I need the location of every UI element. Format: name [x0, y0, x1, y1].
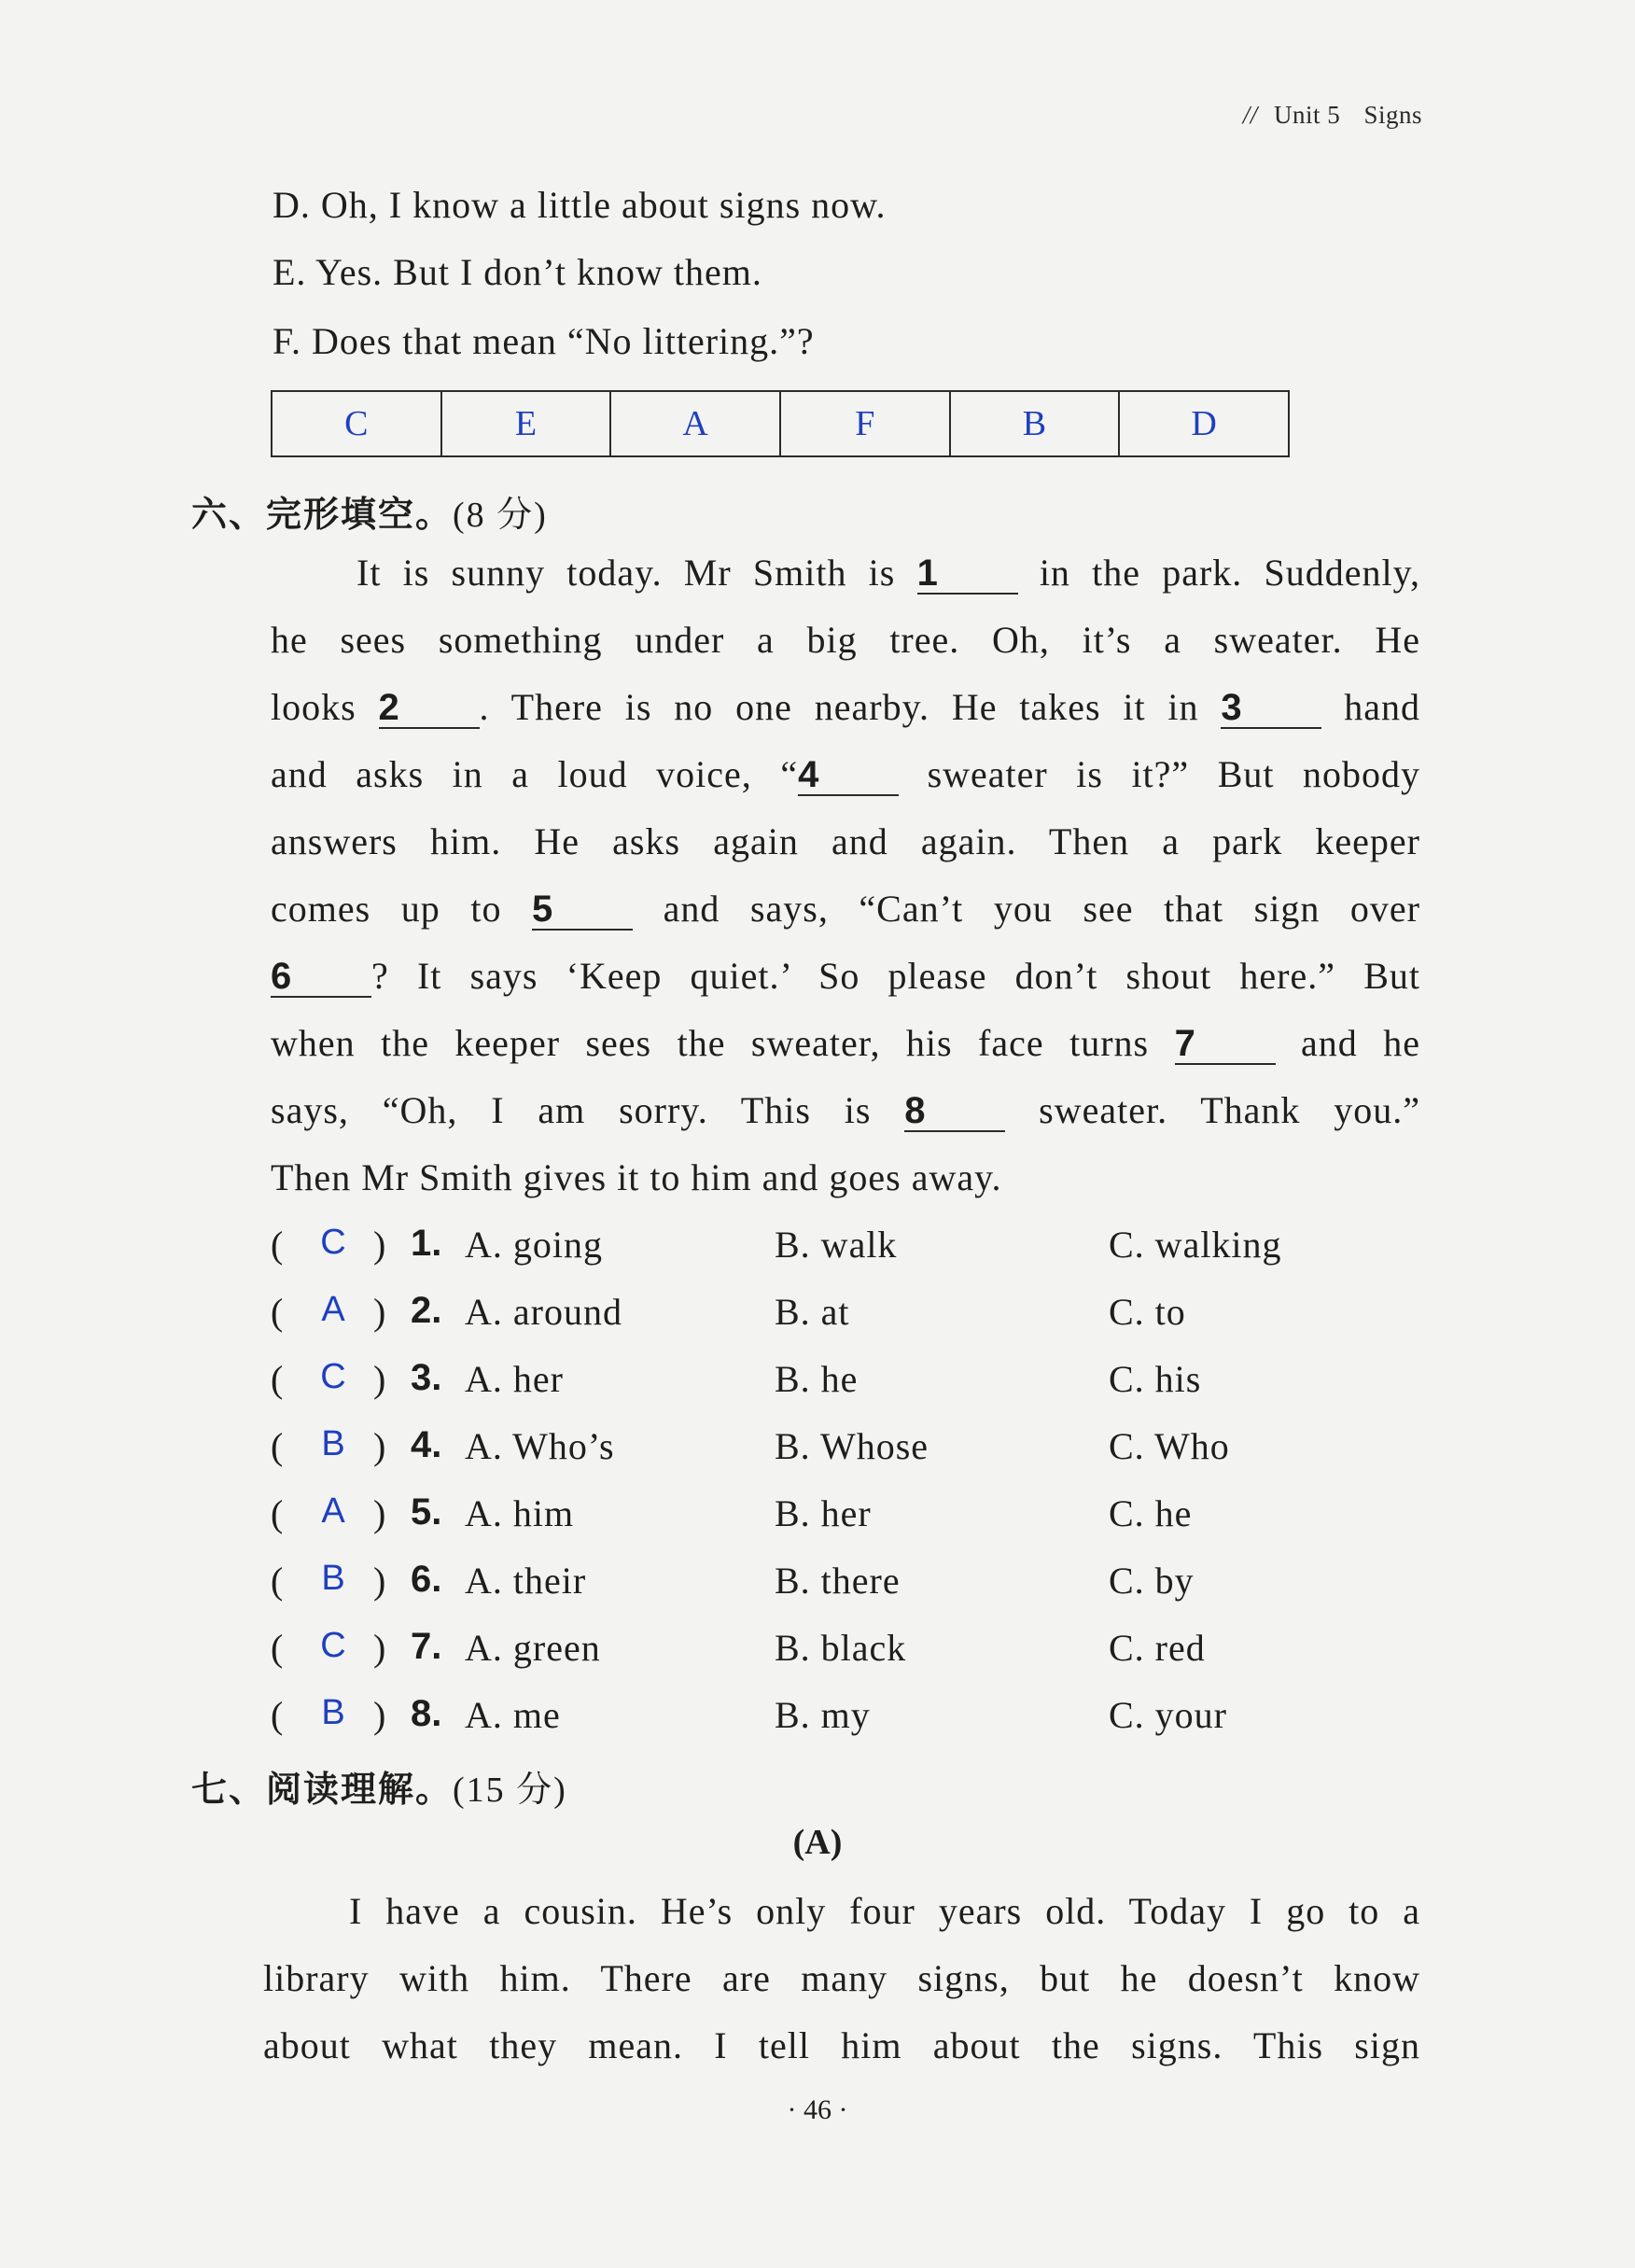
question-number: 3.: [411, 1357, 442, 1398]
option-e: E. Yes. But I don’t know them.: [272, 251, 762, 293]
option-c: C. to: [1109, 1291, 1186, 1333]
section-6-heading: [191, 485, 548, 537]
passage-line: and asks in a loud voice, “4 sweater is it?” But nobody: [271, 753, 1421, 795]
question-row: [271, 1491, 1390, 1540]
passage-line: he sees something under a big tree. Oh, it’s a sweater. He: [271, 619, 1420, 661]
question-row: [271, 1559, 1390, 1607]
answer-mark: B: [321, 1559, 345, 1598]
paren-close: ): [373, 1560, 386, 1602]
paren-open: (: [271, 1291, 284, 1333]
passage-line: comes up to 5 and says, “Can’t you see that sign over: [271, 888, 1420, 930]
question-row: [271, 1424, 1390, 1473]
option-a: A. around: [465, 1291, 622, 1333]
passage-line: says, “Oh, I am sorry. This is 8 sweater. Thank you.”: [271, 1089, 1420, 1131]
option-b: B. black: [775, 1627, 907, 1669]
option-c: C. he: [1109, 1492, 1193, 1534]
option-c: C. red: [1109, 1627, 1206, 1669]
answer-mark: C: [320, 1357, 346, 1396]
option-b: B. at: [775, 1291, 850, 1333]
paren-open: (: [271, 1224, 284, 1266]
answer-cell: B: [950, 391, 1120, 456]
blank-5: 5: [532, 889, 633, 931]
question-number: 7.: [411, 1626, 442, 1667]
reading-line: I have a cousin. He’s only four years old. Today I go to a: [349, 1890, 1420, 1932]
answer-cell: A: [610, 391, 780, 456]
passage-line: Then Mr Smith gives it to him and goes away.: [271, 1156, 1002, 1198]
answer-cell: D: [1119, 391, 1289, 456]
page-header: [1243, 101, 1422, 130]
section-6-score: (8 分): [453, 496, 548, 535]
paren-close: ): [373, 1627, 386, 1669]
answer-mark: B: [321, 1693, 345, 1732]
paren-close: ): [373, 1425, 386, 1467]
option-f: F. Does that mean “No littering.”?: [272, 320, 815, 362]
blank-6: 6: [271, 957, 371, 998]
question-row: [271, 1693, 1390, 1742]
paren-open: (: [271, 1694, 284, 1736]
reading-line: about what they mean. I tell him about the signs. This sign: [263, 2024, 1420, 2066]
paren-open: (: [271, 1358, 284, 1400]
option-c: C. his: [1109, 1358, 1202, 1400]
question-row: [271, 1357, 1390, 1406]
option-b: B. he: [775, 1358, 859, 1400]
paren-close: ): [373, 1358, 386, 1400]
answer-mark: A: [321, 1491, 345, 1531]
passage-line: looks 2 . There is no one nearby. He takes it in 3 hand: [271, 686, 1421, 728]
paren-close: ): [373, 1224, 386, 1266]
option-a: A. their: [465, 1560, 587, 1602]
paren-close: ): [373, 1291, 386, 1333]
paren-open: (: [271, 1492, 284, 1534]
option-c: C. by: [1109, 1560, 1195, 1602]
question-row: [271, 1626, 1390, 1674]
answer-cell: C: [272, 391, 441, 456]
question-number: 4.: [411, 1424, 442, 1465]
question-number: 6.: [411, 1559, 442, 1600]
option-a: A. Who’s: [465, 1425, 615, 1467]
passage-line: It is sunny today. Mr Smith is 1 in the park. Suddenly,: [356, 552, 1421, 594]
question-number: 8.: [411, 1693, 442, 1734]
paren-close: ): [373, 1492, 386, 1534]
answer-mark: A: [321, 1290, 345, 1329]
question-number: 1.: [411, 1223, 442, 1264]
blank-3: 3: [1221, 688, 1321, 729]
question-row: [271, 1223, 1390, 1271]
passage-line: 6 ? It says ‘Keep quiet.’ So please don’t shout here.” But: [271, 955, 1420, 997]
blank-7: 7: [1175, 1024, 1276, 1065]
blank-8: 8: [904, 1091, 1005, 1132]
option-b: B. Whose: [775, 1425, 929, 1467]
option-a: A. her: [465, 1358, 564, 1400]
header-unit: Unit 5: [1273, 101, 1341, 129]
reading-line: library with him. There are many signs, but he doesn’t know: [263, 1957, 1420, 1999]
section-6-title: 六、完形填空。: [191, 494, 454, 535]
option-c: C. Who: [1109, 1425, 1230, 1467]
answer-mark: C: [320, 1223, 346, 1262]
question-number: 2.: [411, 1290, 442, 1331]
passage-line: when the keeper sees the sweater, his face turns 7 and he: [271, 1022, 1421, 1064]
answer-mark: B: [321, 1424, 345, 1463]
question-row: [271, 1290, 1390, 1338]
option-a: A. me: [465, 1694, 561, 1736]
answer-table: [271, 390, 1290, 457]
option-b: B. walk: [775, 1224, 898, 1266]
option-a: A. going: [465, 1224, 603, 1266]
blank-4: 4: [798, 755, 899, 796]
paren-open: (: [271, 1627, 284, 1669]
option-c: C. your: [1109, 1694, 1227, 1736]
answer-cell: F: [780, 391, 950, 456]
passage-line: answers him. He asks again and again. Then a park keeper: [271, 820, 1420, 862]
answer-cell: E: [441, 391, 611, 456]
section-7-heading: [191, 1760, 567, 1812]
header-mark: //: [1242, 101, 1258, 129]
subsection-heading: (A): [792, 1823, 843, 1862]
paren-open: (: [271, 1425, 284, 1467]
header-title: Signs: [1363, 101, 1422, 129]
option-b: B. my: [775, 1694, 871, 1736]
paren-close: ): [373, 1694, 386, 1736]
blank-2: 2: [379, 688, 480, 729]
question-number: 5.: [411, 1491, 442, 1533]
section-7-score: (15 分): [453, 1771, 567, 1810]
answer-mark: C: [320, 1626, 346, 1665]
option-a: A. him: [465, 1492, 575, 1534]
option-b: B. her: [775, 1492, 872, 1534]
option-b: B. there: [775, 1560, 901, 1602]
option-c: C. walking: [1109, 1224, 1282, 1266]
blank-1: 1: [917, 553, 1018, 595]
option-a: A. green: [465, 1627, 601, 1669]
section-7-title: 七、阅读理解。: [191, 1769, 454, 1810]
option-d: D. Oh, I know a little about signs now.: [272, 184, 887, 226]
paren-open: (: [271, 1560, 284, 1602]
page-number: · 46 ·: [787, 2094, 848, 2125]
